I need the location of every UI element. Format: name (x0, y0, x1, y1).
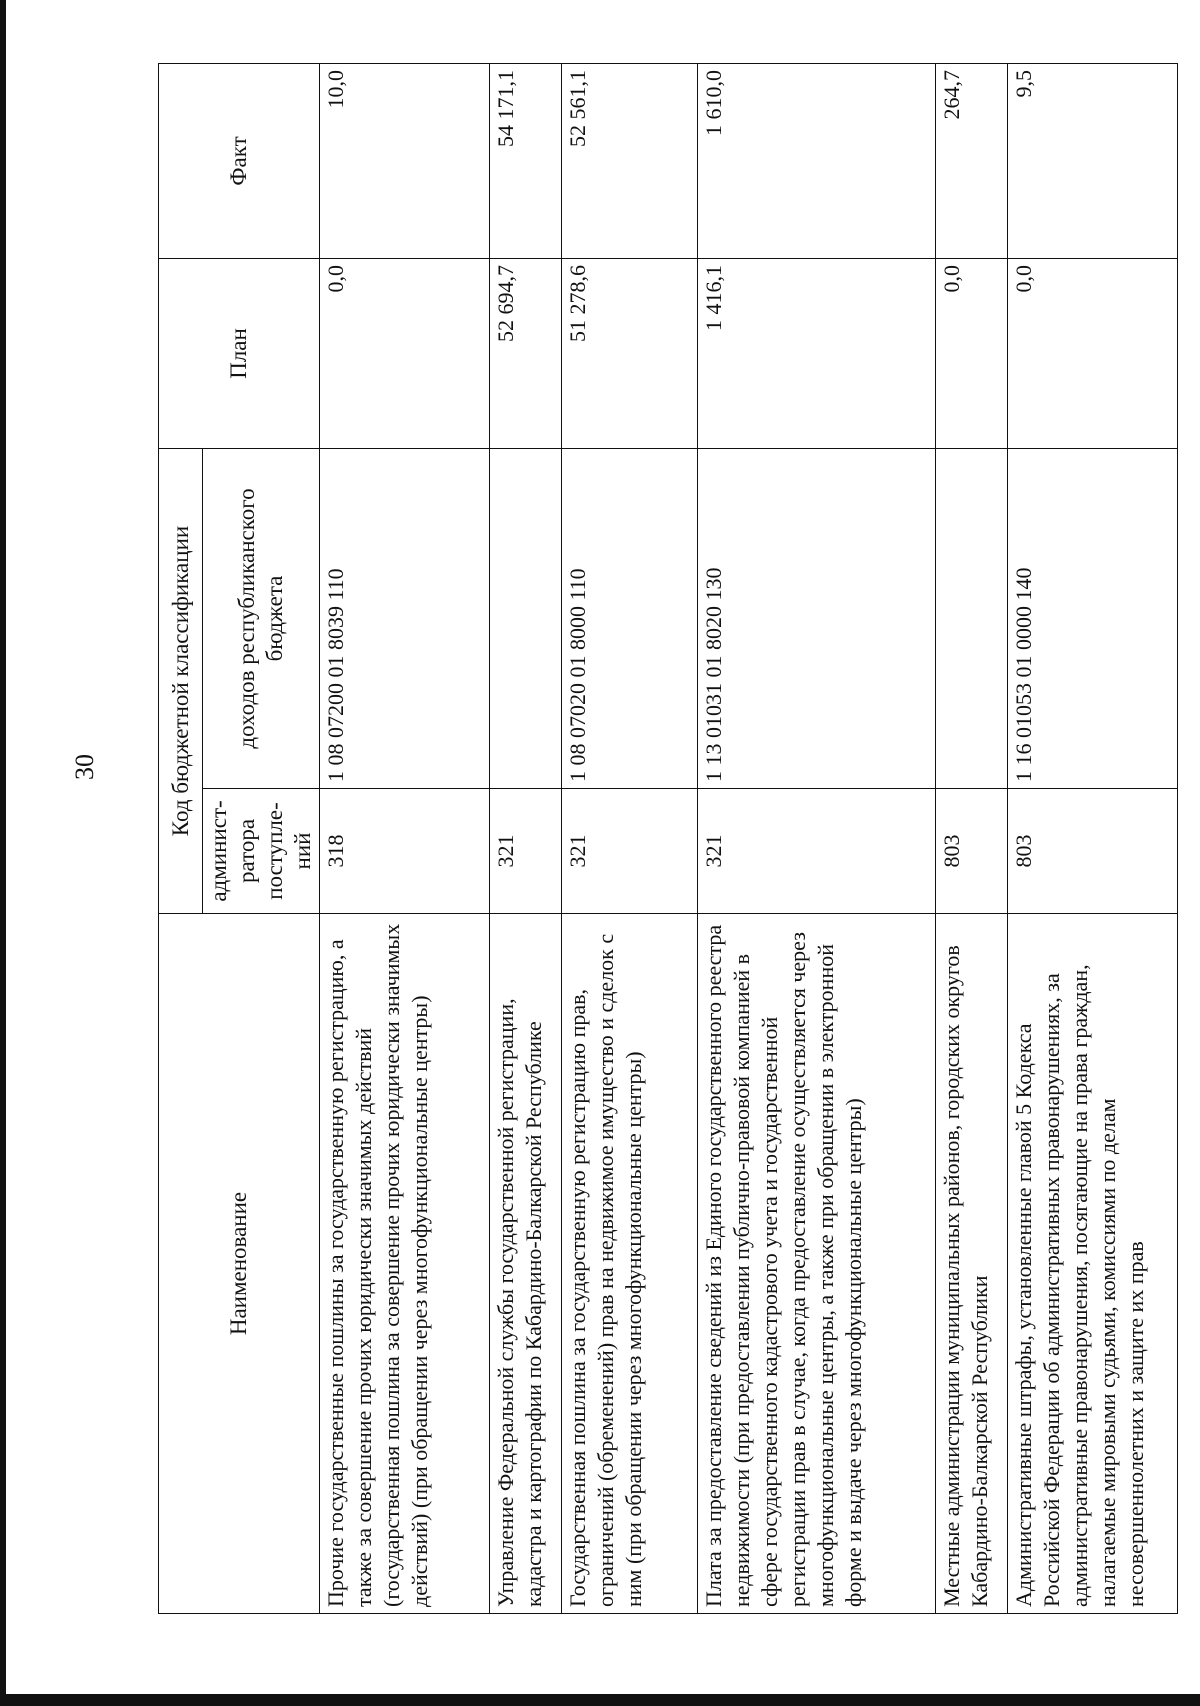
row-admin-code: 321 (489, 789, 561, 914)
table-row (1008, 63, 1178, 1613)
table-row (489, 63, 561, 1613)
row-admin-code: 318 (320, 789, 490, 914)
row-plan: 0,0 (320, 258, 490, 448)
row-income-code: 1 08 07200 01 8039 110 (320, 448, 490, 788)
row-plan: 1 416,1 (698, 258, 936, 448)
page-number: 30 (70, 754, 99, 780)
table-row (320, 63, 490, 1613)
header-plan: План (159, 258, 320, 448)
table-row (562, 63, 698, 1613)
budget-table (158, 63, 1178, 1614)
row-admin-code: 803 (935, 789, 1007, 914)
row-plan: 52 694,7 (489, 258, 561, 448)
row-name: Прочие государственные пошлины за государственную регистрацию, а также за совершение прочих юридически значимых действий (государственная пошлина за совершение прочих юридически значимых действий) (при обращении через многофункциональные центры) (320, 914, 490, 1614)
row-income-code: 1 08 07020 01 8000 110 (562, 448, 698, 788)
header-income: доходов республиканского бюджета (203, 448, 320, 788)
row-income-code: 1 13 01031 01 8020 130 (698, 448, 936, 788)
row-name: Плата за предоставление сведений из Единого государственного реестра недвижимости (при предоставлении публично-правовой компанией в сфере государственного кадастрового учета и государственной регистрации прав в случае, когда предоставление осуществляется через многофункциональные центры, а также при обращении в электронной форме и выдаче через многофункциональные центры) (698, 914, 936, 1614)
row-plan: 0,0 (1008, 258, 1178, 448)
table-row (698, 63, 936, 1613)
scan-edge-left (0, 0, 6, 1706)
header-admin: админист-ратора поступле-ний (203, 789, 320, 914)
row-fact: 9,5 (1008, 63, 1178, 258)
table-row (935, 63, 1007, 1613)
row-name: Государственная пошлина за государственную регистрацию прав, ограничений (обременений) прав на недвижимое имущество и сделок с ним (при обращении через многофункциональные центры) (562, 914, 698, 1614)
row-fact: 1 610,0 (698, 63, 936, 258)
row-admin-code: 803 (1008, 789, 1178, 914)
header-code-group: Код бюджетной классификации (159, 448, 203, 913)
row-name: Местные администрации муниципальных районов, городских округов Кабардино-Балкарской Республики (935, 914, 1007, 1614)
row-admin-code: 321 (562, 789, 698, 914)
row-admin-code: 321 (698, 789, 936, 914)
row-name: Управление Федеральной службы государственной регистрации, кадастра и картографии по Кабардино-Балкарской Республике (489, 914, 561, 1614)
header-fact: Факт (159, 63, 320, 258)
header-name: Наименование (159, 914, 320, 1614)
row-income-code (935, 448, 1007, 788)
row-income-code (489, 448, 561, 788)
row-fact: 52 561,1 (562, 63, 698, 258)
budget-table-rotated (158, 64, 1178, 1614)
row-name: Административные штрафы, установленные главой 5 Кодекса Российской Федерации об административных правонарушениях, за административные правонарушения, посягающие на права граждан, налагаемые мировыми судьями, комиссиями по делам несовершеннолетних и защите их прав (1008, 914, 1178, 1614)
row-income-code: 1 16 01053 01 0000 140 (1008, 448, 1178, 788)
row-fact: 264,7 (935, 63, 1007, 258)
row-fact: 54 171,1 (489, 63, 561, 258)
row-plan: 0,0 (935, 258, 1007, 448)
row-fact: 10,0 (320, 63, 490, 258)
row-plan: 51 278,6 (562, 258, 698, 448)
scan-edge-bottom (0, 1694, 1200, 1706)
